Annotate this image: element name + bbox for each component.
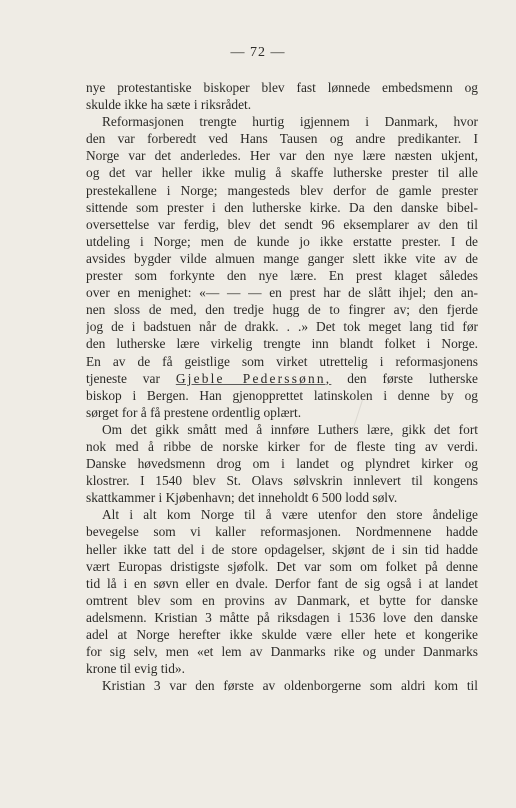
text-line: biskop i Bergen. Han gjenopprettet latinskolen i denne by og [86, 387, 478, 403]
text-line: Alt i alt kom Norge til å være utenfor den store åndelige [102, 507, 478, 523]
text-line: krone til evig tid». [86, 661, 185, 677]
text-line: bevegelse som vi kaller reformasjonen. Nordmennene hadde [86, 524, 478, 540]
text-line: En av de få geistlige som virket utrettelig i reformasjonens [86, 353, 478, 369]
text-line: nen sloss de med, den tredje hugg de to fingrer av; den fjerde [86, 302, 478, 318]
text-line: tid lå i en søvn eller en dvale. Derfor fant de sig også i at landet [86, 575, 478, 591]
text-line: adel at Norge herefter ikke skulde være eller hete et kongerike [86, 627, 478, 642]
body-text [86, 79, 478, 694]
text-line: prester som forkynte den nye lære. En prest klaget således [86, 268, 478, 284]
text-line: klostrer. I 1540 blev St. Olavs sølvskrin innlevert til kongens [86, 473, 478, 489]
text-line: utdeling i Norge; men de kunde jo ikke erstatte prester. I de [86, 233, 478, 249]
text-line: jog de i badstuen når de drakk. . .» Det tok meget lang tid før [86, 319, 478, 335]
text-line: over en menighet: «— — — en prest har de slått ihjel; den an- [86, 285, 478, 301]
text-line: adelsmenn. Kristian 3 måtte på riksdagen i 1536 love den danske [86, 609, 478, 625]
text-line: og det var heller ikke mulig å skaffe lutherske prester til alle [86, 165, 478, 181]
text-line: Reformasjonen trengte hurtig igjennem i Danmark, hvor [102, 114, 478, 130]
text-line: nok med å ribbe de norske kirker for de fleste ting av verdi. [86, 438, 478, 454]
text-fragment: tjeneste var [86, 370, 176, 386]
spaced-name: Gjeble Pederssønn, [175, 370, 332, 386]
text-line: Danske høvedsmenn drog om i landet og plyndret kirker og [86, 456, 478, 472]
text-line: den var forberedt ved Hans Tausen og andre predikanter. I [86, 131, 478, 147]
text-line: Kristian 3 var den første av oldenborgerne som aldri kom til [102, 678, 478, 694]
text-line: for sig selv, men «et lem av Danmarks rike og under Danmarks [86, 644, 478, 660]
text-line: omtrent blev som en provins av Danmark, et bytte for danske [86, 592, 478, 608]
text-line: Om det gikk smått med å innføre Luthers lære, gikk det fort [102, 421, 478, 437]
text-line: nye protestantiske biskoper blev fast lønnede embedsmenn og [86, 80, 478, 95]
text-line: prestekallene i Norge; mangesteds blev derfor de gamle prester [86, 182, 478, 198]
text-line: vært Europas dristigste sjøfolk. Det var som om folket på denne [86, 558, 478, 574]
text-line: heller ikke tatt del i de store opdagelser, skjønt de i sin tid hadde [86, 541, 478, 557]
text-line: avsides bygder vilde almuen mange ganger slett ikke vite av de [86, 250, 478, 266]
text-line: sørget for å få prestene ordentlig oplært. [86, 404, 302, 420]
page-number: — 72 — [230, 45, 286, 60]
text-line: Norge var det anderledes. Her var den nye lære næsten ukjent, [86, 148, 478, 164]
text-line [86, 370, 478, 387]
text-line: oversettelse var ferdig, blev det sendt 96 eksemplarer av den til [86, 216, 478, 232]
text-fragment: den første lutherske [331, 370, 478, 386]
text-line: skattkammer i Kjøbenhavn; det inneholdt 6 500 lodd sølv. [86, 490, 398, 506]
text-line: skulde ikke ha sæte i riksrådet. [86, 97, 252, 113]
text-line: sittende som prester i den lutherske kirke. Da den danske bibel- [86, 199, 478, 215]
text-line: den lutherske lære virkelig trengte inn blandt folket i Norge. [86, 336, 478, 352]
